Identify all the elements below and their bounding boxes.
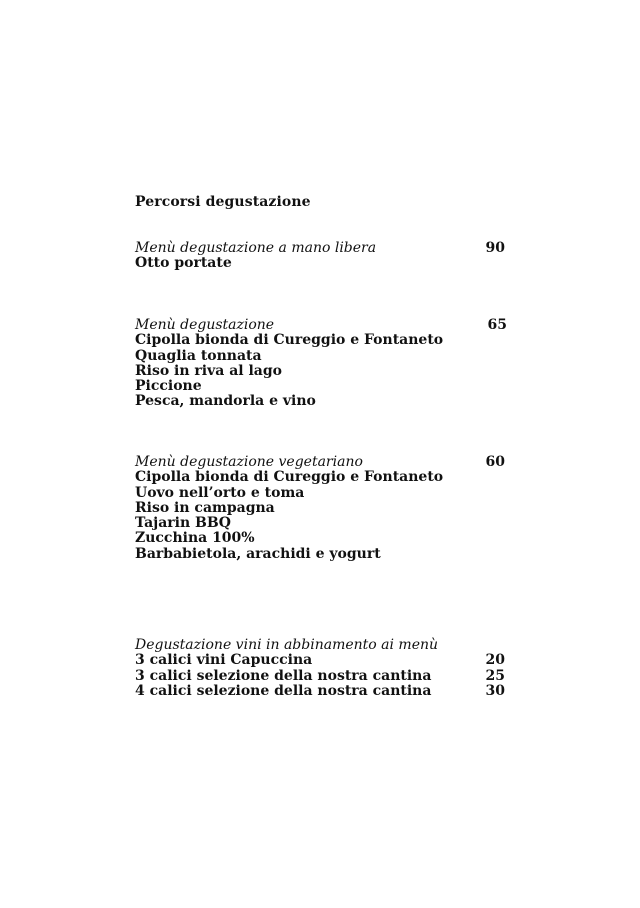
menu-item: Barbabietola, arachidi e yogurt	[135, 545, 381, 562]
wine-item	[135, 669, 505, 684]
section-title-row	[135, 455, 505, 470]
menu-item: Uovo nell’orto e toma	[135, 484, 305, 501]
section-price: 65	[487, 317, 507, 333]
menu-item: Riso in campagna	[135, 499, 275, 516]
wine-item-label: 3 calici vini Capuccina	[135, 652, 313, 669]
menu-item: Piccione	[135, 378, 202, 395]
menu-item: Quaglia tonnata	[135, 347, 262, 364]
wine-item-price: 25	[485, 667, 505, 684]
menu-item: Cipolla bionda di Cureggio e Fontaneto	[135, 332, 444, 349]
section-title: Menù degustazione	[135, 317, 275, 333]
menu-section-vini	[135, 638, 505, 699]
menu-item: Zucchina 100%	[135, 530, 255, 547]
wine-item-price: 30	[485, 682, 505, 699]
section-title-row	[135, 638, 505, 653]
menu-section-mano-libera	[135, 241, 505, 272]
menu-section-vegetariano	[135, 455, 505, 562]
section-title-row	[135, 241, 505, 256]
menu-item: Otto portate	[135, 255, 232, 272]
wine-item-label: 4 calici selezione della nostra cantina	[135, 682, 432, 699]
section-price: 90	[485, 240, 505, 256]
page-heading: Percorsi degustazione	[135, 194, 311, 210]
section-title-row	[135, 318, 505, 333]
section-title: Degustazione vini in abbinamento ai menù	[135, 637, 439, 653]
menu-item: Tajarin BBQ	[135, 515, 231, 532]
section-price: 60	[485, 454, 505, 470]
wine-item	[135, 684, 505, 699]
section-title: Menù degustazione a mano libera	[135, 240, 377, 256]
menu-item: Pesca, mandorla e vino	[135, 393, 316, 410]
wine-item-price: 20	[485, 652, 505, 669]
wine-item-label: 3 calici selezione della nostra cantina	[135, 667, 432, 684]
section-title: Menù degustazione vegetariano	[135, 454, 363, 470]
menu-item: Cipolla bionda di Cureggio e Fontaneto	[135, 469, 444, 486]
menu-section-degustazione	[135, 318, 505, 410]
wine-item	[135, 653, 505, 668]
menu-item: Riso in riva al lago	[135, 362, 282, 379]
